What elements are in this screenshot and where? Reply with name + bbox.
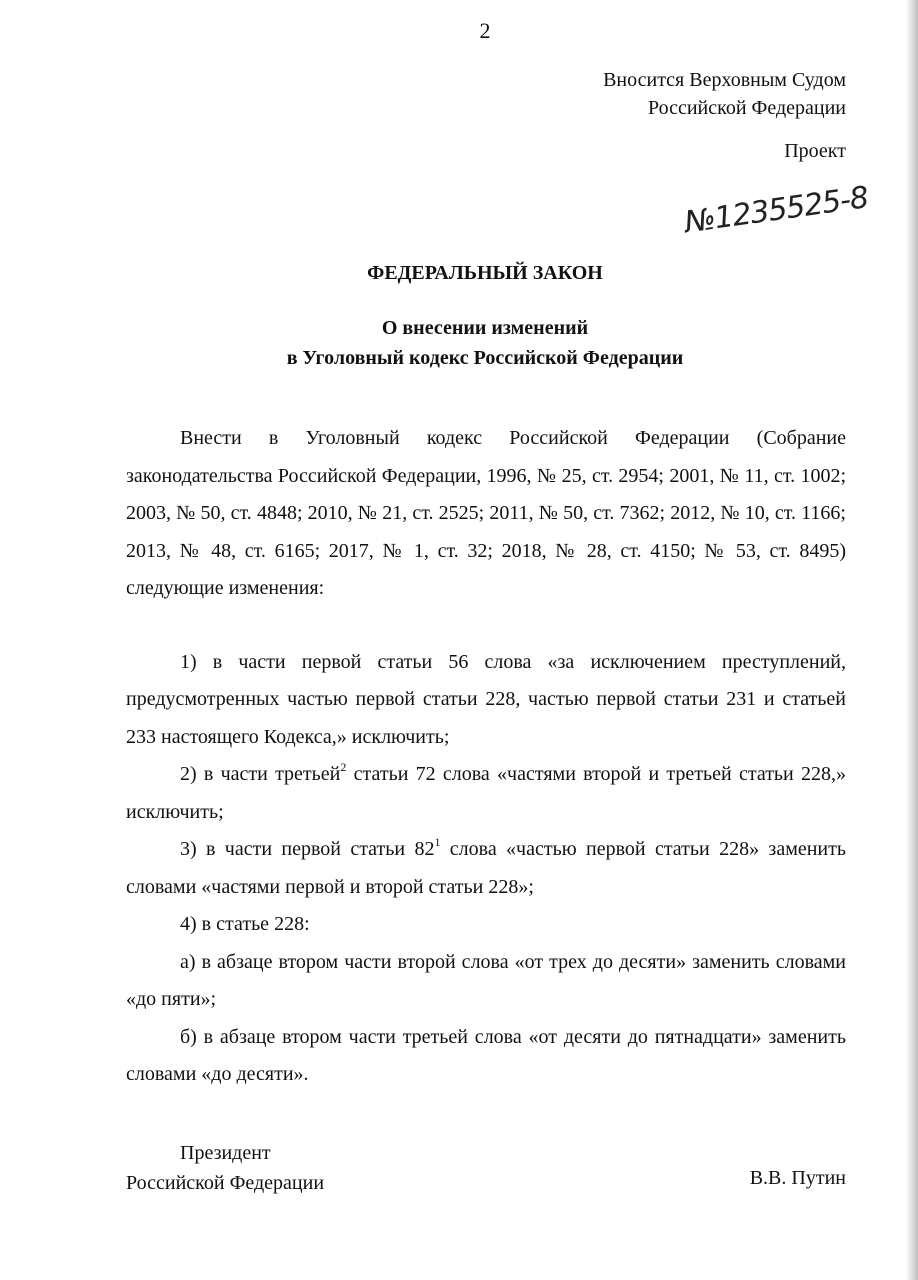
signer-name: В.В. Путин <box>749 1167 846 1189</box>
law-subject <box>0 313 918 373</box>
amendment-item-4b: б) в абзаце втором части третьей слова «от десяти до пятнадцати» заменить словами «до десяти». <box>126 1025 846 1085</box>
amendment-item-3 <box>126 831 846 906</box>
intro-paragraph: Внести в Уголовный кодекс Российской Федерации (Собрание законодательства Российской Федерации, 1996, № 25, ст. 2954; 2001, № 11, ст. 1002; 2003, № 50, ст. 4848; 2010, № 21, ст. 2525; 2011, № 50, ст. 7362; 2012, № 10, ст. 1166; 2013, № 48, ст. 6165; 2017, № 1, ст. 32; 2018, № 28, ст. 4150; № 53, ст. 8495) следующие изменения: <box>126 427 846 599</box>
law-subject-line1: О внесении изменений <box>381 317 589 339</box>
amendment-item-2-after: статьи 72 слова «частями второй и третьей статьи 228,» исключить; <box>126 763 846 823</box>
signature-title-line1: Президент <box>180 1142 271 1164</box>
submitted-by-line2: Российской Федерации <box>647 97 846 119</box>
signature-title-line2: Российской Федерации <box>126 1172 325 1194</box>
amendment-item-4: 4) в статье 228: <box>180 913 310 935</box>
amendment-item-3-before: 3) в части первой статьи 82 <box>180 838 435 860</box>
amendment-item-1: 1) в части первой статьи 56 слова «за исключением преступлений, предусмотренных частью первой статьи 228, частью первой статьи 231 и статьей 233 настоящего Кодекса,» исключить; <box>126 650 846 748</box>
amendment-item-3-after: слова «частью первой статьи 228» заменить словами «частями первой и второй статьи 228»; <box>126 838 846 898</box>
submitted-by <box>603 66 846 122</box>
draft-label: Проект <box>784 140 846 162</box>
amendment-item-2-superscript: 2 <box>340 760 347 774</box>
amendment-item-3-superscript: 1 <box>434 835 441 849</box>
law-body <box>126 420 846 1094</box>
amendment-item-2 <box>126 756 846 831</box>
law-subject-line2: в Уголовный кодекс Российской Федерации <box>286 347 684 369</box>
scan-edge-shadow <box>906 0 918 1280</box>
amendment-item-2-before: 2) в части третьей <box>180 763 341 785</box>
submitted-by-line1: Вносится Верховным Судом <box>603 69 846 91</box>
page-number: 2 <box>479 18 491 43</box>
handwritten-registration-number: №1235525-8 <box>682 180 871 241</box>
amendment-item-4a: а) в абзаце втором части второй слова «от трех до десяти» заменить словами «до пяти»; <box>126 950 846 1010</box>
signature-title <box>126 1138 324 1198</box>
law-title: ФЕДЕРАЛЬНЫЙ ЗАКОН <box>367 262 603 284</box>
